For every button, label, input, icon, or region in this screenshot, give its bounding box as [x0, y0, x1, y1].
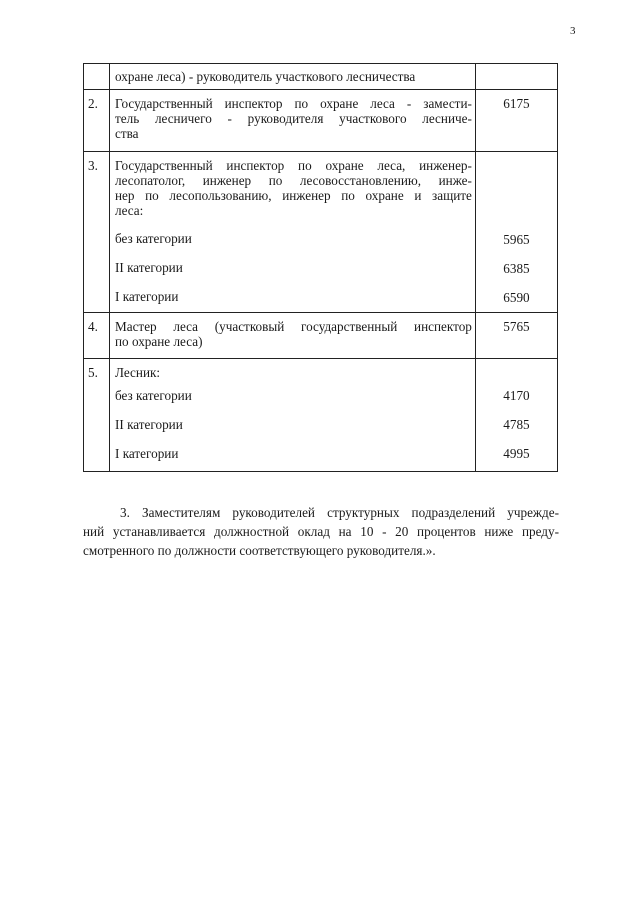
- page-number: 3: [570, 25, 576, 37]
- salary-value: 4995: [503, 446, 530, 461]
- table-row: [84, 90, 558, 152]
- salary-value: 4170: [503, 388, 530, 403]
- position-title: Мастер леса (участковый государственный инспектор по охране леса): [110, 313, 476, 359]
- salary-value: 6385: [503, 261, 530, 276]
- salary-table: [83, 63, 558, 472]
- table-row: [84, 313, 558, 359]
- category-label: без категории: [115, 231, 192, 246]
- salary-values: [475, 152, 557, 313]
- row-number: 4.: [84, 313, 110, 359]
- salary-value: 6175: [475, 90, 557, 152]
- position-title: Государственный инспектор по охране леса, инженер- лесопатолог, инженер по лесовосстановлению, инже- нер по лесопользованию, инженер по охране и защите леса: без категории II категории I категории: [110, 152, 476, 313]
- category-label: I категории: [115, 446, 179, 461]
- category-label: II категории: [115, 417, 183, 432]
- salary-value: 5765: [475, 313, 557, 359]
- category-label: без категории: [115, 388, 192, 403]
- table-row: [84, 359, 558, 472]
- category-label: II категории: [115, 260, 183, 275]
- paragraph-deputies: 3. Заместителям руководителей структурных подразделений учрежде- ний устанавливается должностной оклад на 10 - 20 процентов ниже преду- смотренного по должности соответствующего руководителя.».: [83, 505, 559, 558]
- category-label: I категории: [115, 289, 179, 304]
- table-row: [84, 152, 558, 313]
- position-title: Государственный инспектор по охране леса - замести- тель лесничего - руководителя участкового лесниче- ства: [110, 90, 476, 152]
- table-row: [84, 64, 558, 90]
- row-number: 5.: [84, 359, 110, 472]
- row-number: 2.: [84, 90, 110, 152]
- position-title: Лесник: без категории II категории I категории: [110, 359, 476, 472]
- salary-value: 6590: [503, 290, 530, 305]
- salary-values: [475, 359, 557, 472]
- row-number: 3.: [84, 152, 110, 313]
- salary-value: [475, 64, 557, 90]
- position-title: охране леса) - руководитель участкового лесничества: [110, 64, 476, 90]
- salary-value: 5965: [503, 232, 530, 247]
- row-number: [84, 64, 110, 90]
- salary-value: 4785: [503, 417, 530, 432]
